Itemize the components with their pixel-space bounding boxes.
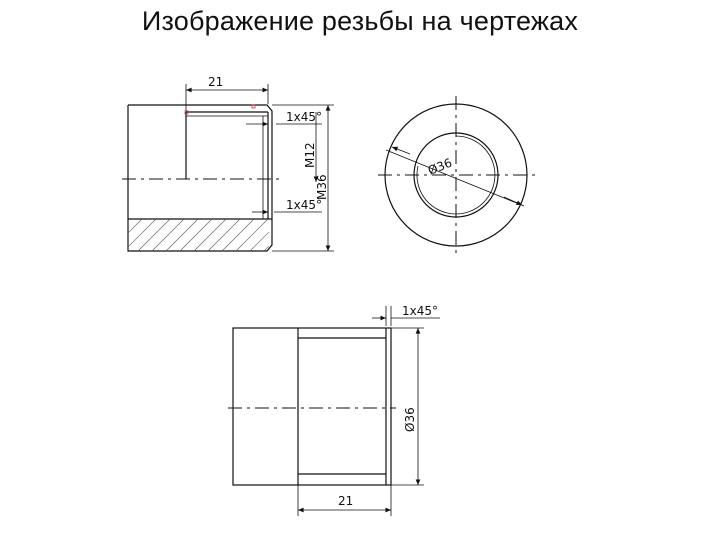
thread-inner-label: M12 bbox=[303, 142, 317, 168]
top-left-view bbox=[110, 75, 334, 251]
section-hatching bbox=[110, 219, 296, 251]
dim-length-label: 21 bbox=[208, 75, 224, 89]
chamfer-bottom-label: 1x45° bbox=[286, 198, 323, 212]
bottom-view bbox=[228, 304, 440, 516]
bottom-length-label: 21 bbox=[338, 494, 354, 508]
thread-outer-label: M36 bbox=[315, 174, 329, 200]
chamfer-top-label: 1x45° bbox=[286, 110, 323, 124]
page-title: Изображение резьбы на чертежах bbox=[141, 6, 579, 36]
bottom-height-label: Ø36 bbox=[403, 407, 417, 432]
circular-view bbox=[378, 96, 535, 254]
circle-diameter-label: Ø36 bbox=[425, 155, 455, 178]
bottom-chamfer-label: 1x45° bbox=[402, 304, 439, 318]
